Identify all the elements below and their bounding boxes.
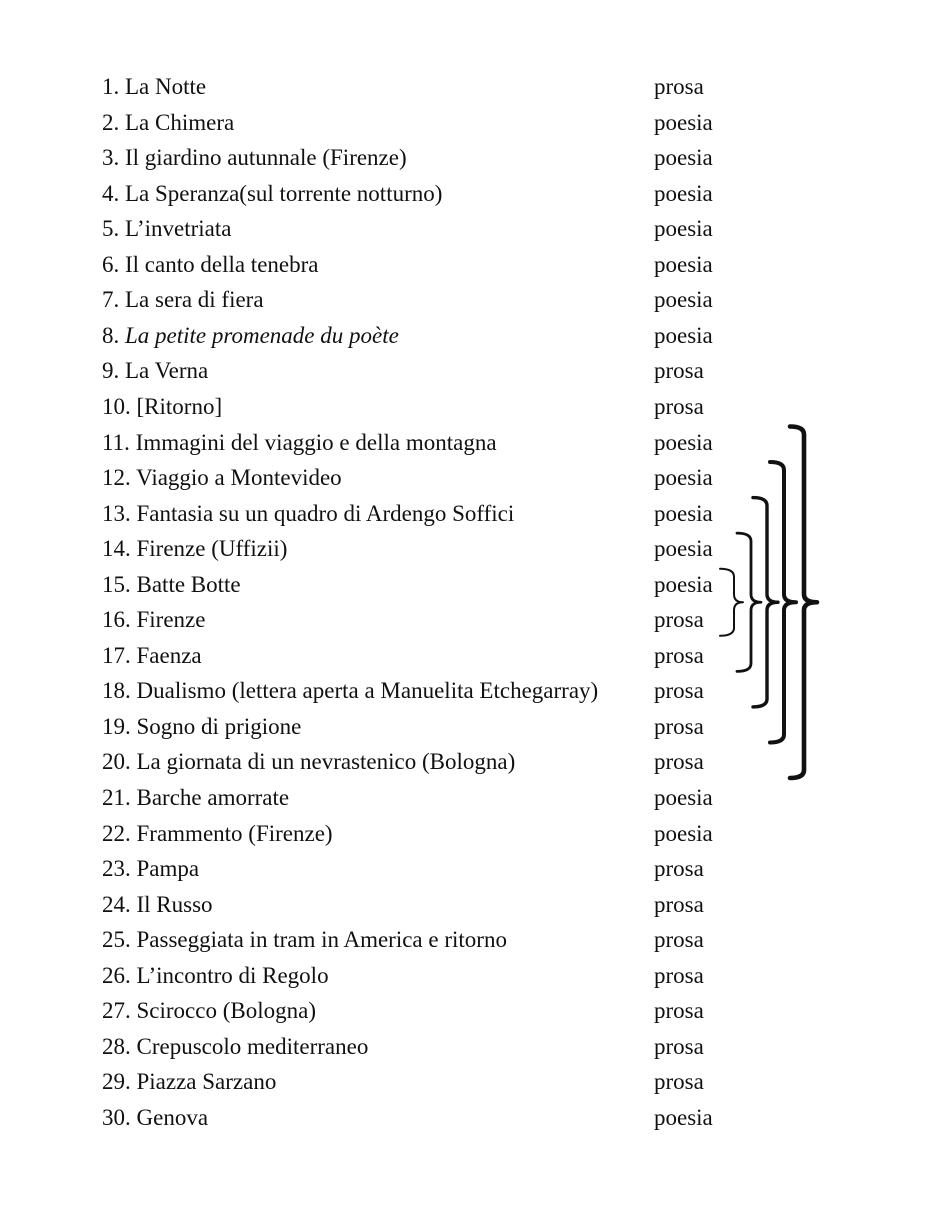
entry-title: Genova <box>136 1104 209 1130</box>
entry-number: 2. <box>102 109 120 135</box>
entry-title: Sogno di prigione <box>136 713 302 739</box>
entry-genre: prosa <box>654 713 704 739</box>
entry-genre: poesia <box>654 287 713 313</box>
entry-number: 20. <box>102 749 131 775</box>
entry-number: 19. <box>102 713 131 739</box>
entry-title: Firenze (Uffizii) <box>136 536 288 562</box>
entry-number: 3. <box>102 145 120 171</box>
entry-genre: prosa <box>654 393 704 419</box>
entry-number: 5. <box>102 216 120 242</box>
entry-number: 29. <box>102 1069 131 1095</box>
entry-genre: poesia <box>654 251 713 277</box>
entry-title: Passeggiata in tram in America e ritorno <box>136 927 507 953</box>
entry-number: 25. <box>102 927 131 953</box>
entry-number: 7. <box>102 287 120 313</box>
entry-genre: prosa <box>654 891 704 917</box>
entry-genre: prosa <box>654 74 704 99</box>
entry-title: Il Russo <box>136 891 213 917</box>
entry-title: [Ritorno] <box>136 393 223 419</box>
entry-title: La Verna <box>125 358 209 384</box>
entry-number: 17. <box>102 642 131 668</box>
entry-number: 4. <box>102 180 120 206</box>
entry-title: La sera di fiera <box>125 287 264 313</box>
entry-title: La Chimera <box>125 109 235 135</box>
entry-number: 8. <box>102 322 120 348</box>
entry-genre: prosa <box>654 607 704 633</box>
entry-genre: prosa <box>654 358 704 384</box>
entry-number: 30. <box>102 1104 131 1130</box>
entry-number: 18. <box>102 678 131 704</box>
entry-title: Pampa <box>136 856 200 882</box>
entry-genre: poesia <box>654 429 713 455</box>
entry-genre: prosa <box>654 927 704 953</box>
entry-number: 23. <box>102 856 131 882</box>
entry-number: 27. <box>102 998 131 1024</box>
grouping-brace <box>720 569 743 636</box>
entry-title: Il canto della tenebra <box>125 251 319 277</box>
entry-title: Viaggio a Montevideo <box>136 465 342 491</box>
entry-number: 26. <box>102 962 131 988</box>
entry-number: 14. <box>102 536 131 562</box>
entry-genre: prosa <box>654 749 704 775</box>
entry-genre: poesia <box>654 322 713 348</box>
entry-number: 15. <box>102 571 131 597</box>
entry-title: La Speranza(sul torrente notturno) <box>125 180 443 206</box>
entry-number: 22. <box>102 820 131 846</box>
entry-number: 13. <box>102 500 131 526</box>
entry-number: 10. <box>102 393 131 419</box>
entry-genre: prosa <box>654 678 704 704</box>
entry-title: Frammento (Firenze) <box>136 820 333 846</box>
entry-number: 16. <box>102 607 131 633</box>
entry-title: Faenza <box>136 642 202 668</box>
entry-title: Fantasia su un quadro di Ardengo Soffici <box>136 500 515 526</box>
entry-number: 6. <box>102 251 120 277</box>
entry-title: Piazza Sarzano <box>136 1069 277 1095</box>
entry-genre: prosa <box>654 962 704 988</box>
entry-genre: poesia <box>654 109 713 135</box>
entry-genre: prosa <box>654 998 704 1024</box>
entry-number: 12. <box>102 465 131 491</box>
entry-title: Barche amorrate <box>136 785 290 810</box>
entry-genre: poesia <box>654 785 713 810</box>
entry-title: L’invetriata <box>125 216 232 242</box>
entry-title: La Notte <box>125 74 207 99</box>
entry-genre: poesia <box>654 1104 713 1130</box>
entry-genre: prosa <box>654 642 704 668</box>
entry-title: Dualismo (lettera aperta a Manuelita Etchegarray) <box>136 678 599 704</box>
entry-genre: prosa <box>654 1069 704 1095</box>
entry-title: Crepuscolo mediterraneo <box>136 1033 369 1059</box>
entry-title: La giornata di un nevrastenico (Bologna) <box>136 749 516 775</box>
entry-number: 11. <box>102 429 130 455</box>
entry-genre: poesia <box>654 571 713 597</box>
entry-genre: poesia <box>654 500 713 526</box>
entry-title: Immagini del viaggio e della montagna <box>135 429 497 455</box>
entry-number: 1. <box>102 74 120 99</box>
entry-genre: prosa <box>654 856 704 882</box>
entry-genre: poesia <box>654 465 713 491</box>
entry-title: Batte Botte <box>136 571 241 597</box>
entry-number: 28. <box>102 1033 131 1059</box>
entry-genre: poesia <box>654 820 713 846</box>
entry-title: Scirocco (Bologna) <box>136 998 316 1024</box>
entry-title: Firenze <box>136 607 206 633</box>
entry-genre: prosa <box>654 1033 704 1059</box>
entry-number: 21. <box>102 785 131 810</box>
entry-genre: poesia <box>654 145 713 171</box>
entry-title: L’incontro di Regolo <box>136 962 329 988</box>
entry-title: Il giardino autunnale (Firenze) <box>125 145 407 171</box>
entry-title: La petite promenade du poète <box>125 322 399 348</box>
entry-number: 9. <box>102 358 120 384</box>
entry-genre: poesia <box>654 180 713 206</box>
entry-number: 24. <box>102 891 131 917</box>
entry-genre: poesia <box>654 536 713 562</box>
entry-genre: poesia <box>654 216 713 242</box>
